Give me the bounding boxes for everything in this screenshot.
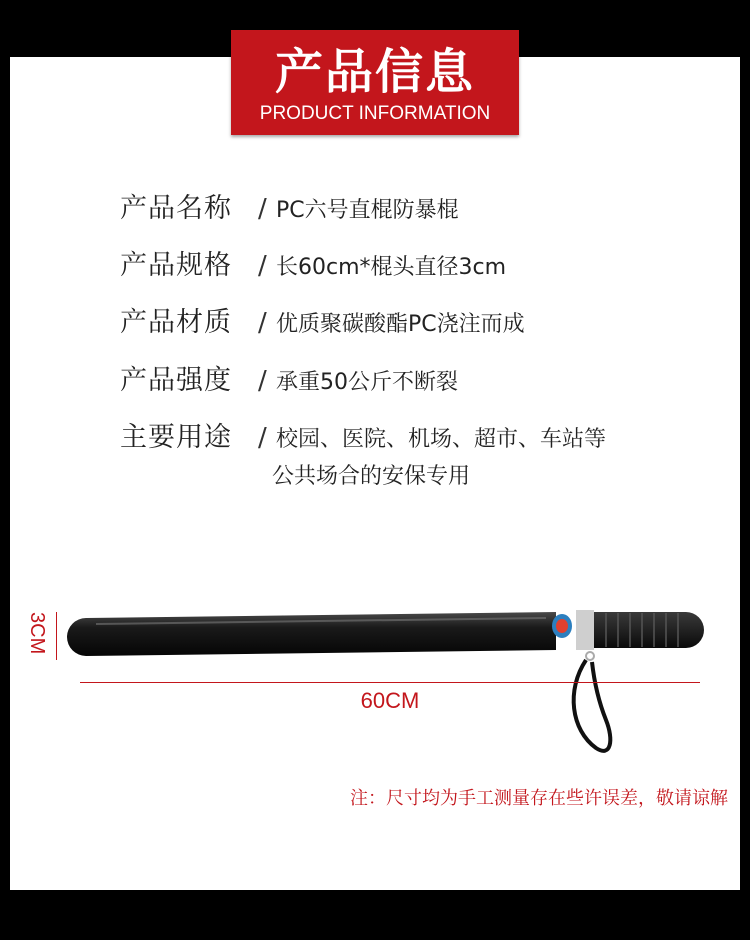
height-dimension-line — [56, 612, 57, 660]
spec-value: 长60cm*棍头直径3cm — [276, 255, 507, 280]
spec-row-size — [120, 249, 506, 285]
measurement-note: 注：尺寸均为手工测量存在些许误差，敬请谅解 — [350, 788, 728, 809]
spec-value: 校园、医院、机场、超市、车站等 — [276, 427, 607, 452]
spec-label: 主要用途 — [120, 422, 232, 453]
page-subtitle: PRODUCT INFORMATION — [259, 103, 491, 124]
spec-row-name — [120, 192, 459, 228]
spec-label: 产品规格 — [120, 250, 232, 281]
title-banner — [231, 30, 519, 135]
spec-separator: / — [258, 251, 267, 281]
length-dimension-line — [80, 682, 700, 683]
height-dimension-label: 3CM — [26, 612, 48, 655]
length-dimension-label: 60CM — [360, 688, 420, 713]
spec-value: PC六号直棍防暴棍 — [276, 198, 459, 223]
spec-label: 产品强度 — [120, 365, 232, 396]
spec-row-strength — [120, 364, 458, 400]
spec-value: 承重50公斤不断裂 — [276, 370, 458, 395]
spec-separator: / — [258, 366, 267, 396]
spec-separator: / — [258, 194, 267, 224]
spec-value-line2: 公共场合的安保专用 — [272, 464, 471, 489]
spec-separator: / — [258, 308, 267, 338]
spec-separator: / — [258, 423, 267, 453]
spec-value: 优质聚碳酸酯PC浇注而成 — [276, 312, 525, 337]
baton-image — [66, 600, 716, 760]
spec-label: 产品名称 — [120, 193, 232, 224]
spec-row-usage — [120, 421, 606, 457]
spec-label: 产品材质 — [120, 307, 232, 338]
page-title: 产品信息 — [274, 44, 475, 100]
spec-row-material — [120, 306, 525, 342]
